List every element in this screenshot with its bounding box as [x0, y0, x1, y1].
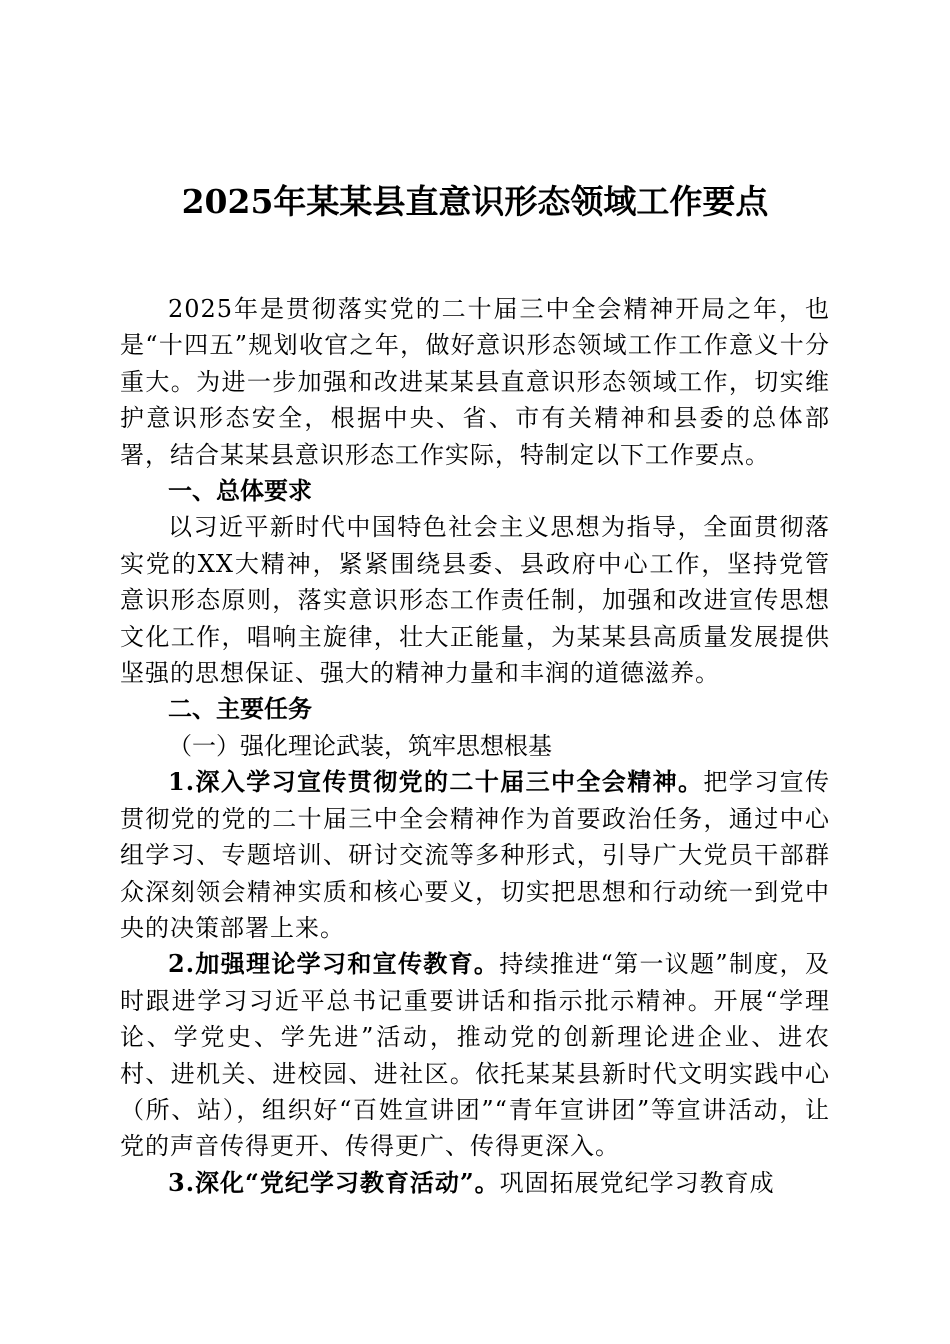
task-item-2-text: 持续推进“第一议题”制度，及时跟进学习习近平总书记重要讲话和指示批示精神。开展“学理论、学党史、学先进”活动，推动党的创新理论进企业、进农村、进机关、进校园、进社区。依托某某县新时代文明实践中心（所、站），组织好“百姓宣讲团”“青年宣讲团”等宣讲活动，让党的声音传得更开、传得更广、传得更深入。 [120, 950, 830, 1161]
document-body [120, 291, 830, 1201]
task-item-3-text: 巩固拓展党纪学习教育成 [499, 1168, 775, 1197]
task-item-2 [120, 946, 830, 1164]
section-heading-general: 一、总体要求 [168, 476, 312, 506]
task-item-1 [120, 764, 830, 946]
document-title: 2025年某某县直意识形态领域工作要点 [181, 182, 769, 221]
task-item-3-lead: 3.深化“党纪学习教育活动”。 [168, 1167, 500, 1197]
general-requirements-paragraph: 以习近平新时代中国特色社会主义思想为指导，全面贯彻落实党的XX大精神，紧紧围绕县委、县政府中心工作，坚持党管意识形态原则，落实意识形态工作责任制，加强和改进宣传思想文化工作，唱响主旋律，壮大正能量，为某某县高质量发展提供坚强的思想保证、强大的精神力量和丰润的道德滋养。 [120, 513, 830, 688]
task-item-3 [120, 1165, 830, 1201]
task-item-1-text: 把学习宣传贯彻党的党的二十届三中全会精神作为首要政治任务，通过中心组学习、专题培训、研讨交流等多种形式，引导广大党员干部群众深刻领会精神实质和核心要义，切实把思想和行动统一到党中央的决策部署上来。 [120, 768, 830, 942]
section-heading-tasks: 二、主要任务 [168, 694, 312, 724]
subsection-heading-theory: （一）强化理论武装，筑牢思想根基 [168, 731, 552, 760]
task-item-1-lead: 1.深入学习宣传贯彻党的二十届三中全会精神。 [168, 767, 704, 797]
intro-paragraph: 2025年是贯彻落实党的二十届三中全会精神开局之年，也是“十四五”规划收官之年，做好意识形态领域工作工作意义十分重大。为进一步加强和改进某某县直意识形态领域工作，切实维护意识形态安全，根据中央、省、市有关精神和县委的总体部署，结合某某县意识形态工作实际，特制定以下工作要点。 [120, 295, 830, 469]
task-item-2-lead: 2.加强理论学习和宣传教育。 [168, 949, 500, 979]
